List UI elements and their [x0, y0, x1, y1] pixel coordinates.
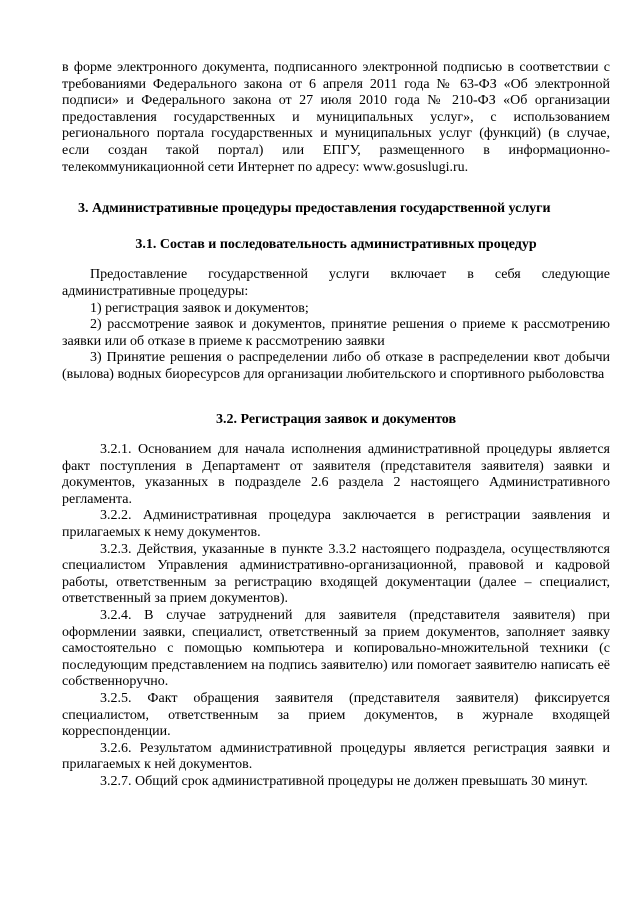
section-3-1-lead: Предоставление государственной услуги включает в себя следующие административные процедуры:	[62, 267, 610, 299]
paragraph-3-2-5: 3.2.5. Факт обращения заявителя (представителя заявителя) фиксируется специалистом, ответственным за прием документов, в журнале входящей корреспонденции.	[62, 691, 610, 740]
paragraph-3-2-7: 3.2.7. Общий срок административной процедуры не должен превышать 30 минут.	[100, 773, 588, 789]
paragraph-3-2-1: 3.2.1. Основанием для начала исполнения административной процедуры является факт поступления в Департамент от заявителя (представителя заявителя) заявки и документов, указанных в подразделе 2.6 раздела 2 настоящего Административного регламента.	[62, 442, 610, 507]
section-3-2-heading: 3.2. Регистрация заявок и документов	[215, 411, 457, 427]
paragraph-3-2-3: 3.2.3. Действия, указанные в пункте 3.3.2 настоящего подраздела, осуществляются специалистом Управления административно-организационной, правовой и кадровой работы, ответственным за регистрацию входящей документации (далее – специалист, ответственный за прием документов).	[62, 541, 610, 607]
paragraph-3-2-2: 3.2.2. Административная процедура заключается в регистрации заявления и прилагаемых к нему документов.	[62, 508, 610, 541]
section-3-1-heading: 3.1. Состав и последовательность административных процедур	[135, 236, 537, 252]
paragraph-3-2-6: 3.2.6. Результатом административной процедуры является регистрация заявки и прилагаемых к ней документов.	[62, 740, 610, 773]
procedure-item-2: 2) рассмотрение заявок и документов, принятие решения о приеме к рассмотрению заявки или об отказе в приеме к рассмотрению заявки	[62, 317, 610, 349]
section-3-heading: 3. Административные процедуры предоставления государственной услуги	[78, 201, 551, 217]
document-page	[62, 60, 610, 791]
intro-paragraph: в форме электронного документа, подписанного электронной подписью в соответствии с требованиями Федерального закона от 6 апреля 2011 года № 63-ФЗ «Об электронной подписи» и Федерального закона от 27 июля 2010 года № 210-ФЗ «Об организации предоставления государственных и муниципальных услуг», с использованием регионального портала государственных и муниципальных услуг (функций) (в случае, если создан такой портал) или ЕПГУ, размещенного в информационно-телекоммуникационной сети Интернет по адресу: www.gosuslugi.ru.	[62, 60, 610, 175]
procedure-item-1: 1) регистрация заявок и документов;	[90, 300, 309, 316]
paragraph-3-2-4: 3.2.4. В случае затруднений для заявителя (представителя заявителя) при оформлении заявки, специалист, ответственный за прием документов, заполняет заявку самостоятельно с помощью компьютера и копировально-множительной техники (с последующим представлением на подпись заявителю) или помогает заявителю написать её собственноручно.	[62, 608, 610, 690]
procedure-item-3: 3) Принятие решения о распределении либо об отказе в распределении квот добычи (вылова) водных биоресурсов для организации любительского и спортивного рыболовства	[62, 350, 610, 382]
